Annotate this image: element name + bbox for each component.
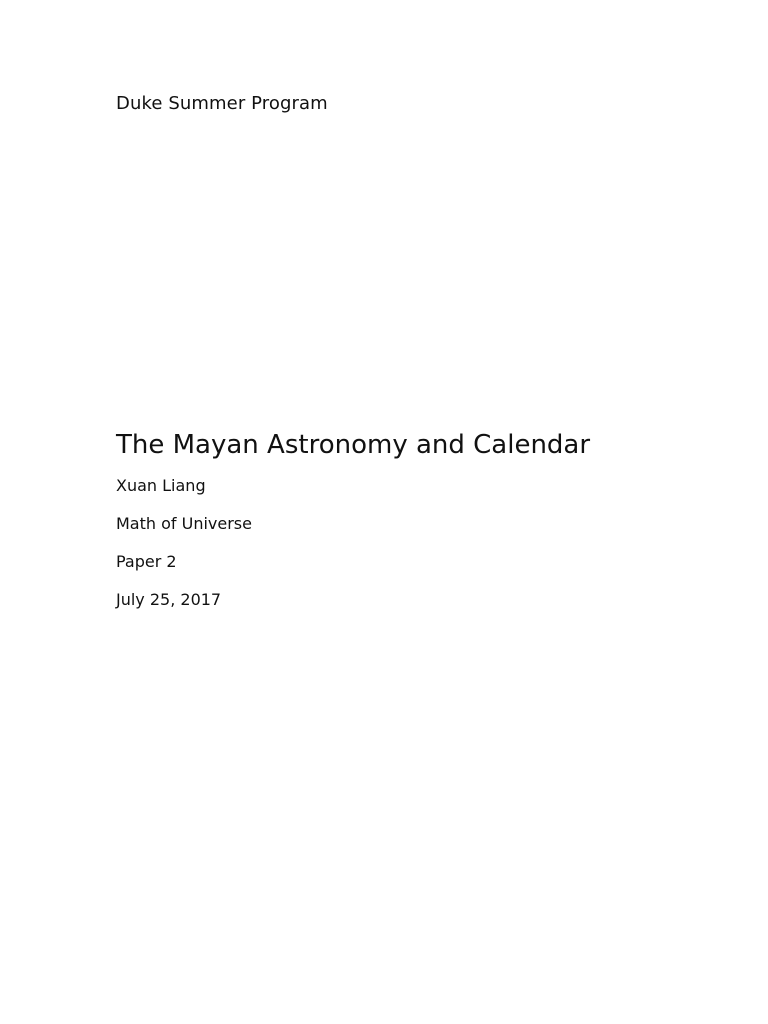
course-name: Math of Universe (116, 514, 252, 533)
program-name: Duke Summer Program (116, 93, 328, 114)
author-name: Xuan Liang (116, 476, 206, 495)
paper-number: Paper 2 (116, 552, 177, 571)
paper-title: The Mayan Astronomy and Calendar (116, 430, 591, 460)
paper-date: July 25, 2017 (116, 590, 222, 609)
